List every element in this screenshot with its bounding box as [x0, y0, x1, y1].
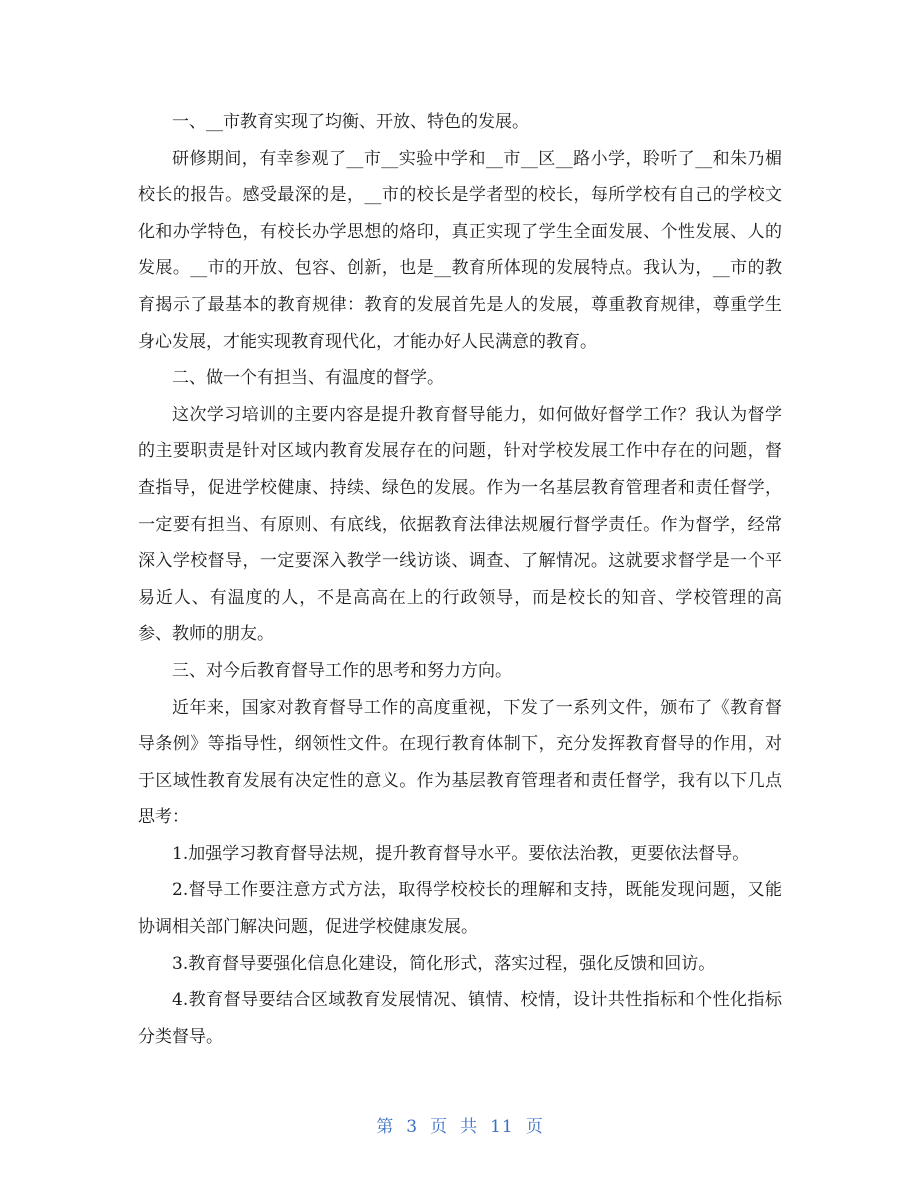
- list-item: 1.加强学习教育督导法规，提升教育督导水平。要依法治教，更要依法督导。: [172, 843, 750, 864]
- paragraph: 这次学习培训的主要内容是提升教育督导能力，如何做好督学工作？我认为督学的主要职责是针对区域内教育发展存在的问题，针对学校发展工作中存在的问题，督查指导，促进学校健康、持续、绿色的发展。作为一名基层教育管理者和责任督学，一定要有担当、有原则、有底线，依据教育法律法规履行督学责任。作为督学，经常深入学校督导，一定要深入教学一线访谈、调查、了解情况。这就要求督学是一个平易近人、有温度的人，不是高高在上的行政领导，而是校长的知音、学校管理的高参、教师的朋友。: [138, 404, 782, 645]
- list-item: 4.教育督导要结合区域教育发展情况、镇情、校情，设计共性指标和个性化指标分类督导。: [138, 990, 782, 1047]
- section-heading-1: 一、__市教育实现了均衡、开放、特色的发展。: [172, 112, 529, 132]
- page-label-mid: 页: [430, 1117, 449, 1137]
- paragraph: 研修期间，有幸参观了__市__实验中学和__市__区__路小学，聆听了__和朱乃楣校长的报告。感受最深的是，__市的校长是学者型的校长，每所学校有自己的学校文化和办学特色，有校长办学思想的烙印，真正实现了学生全面发展、个性发展、人的发展。__市的开放、包容、创新，也是__教育所体现的发展特点。我认为，__市的教育揭示了最基本的教育规律：教育的发展首先是人的发展，尊重教育规律，尊重学生身心发展，才能实现教育现代化，才能办好人民满意的教育。: [138, 148, 782, 352]
- document-body: [138, 104, 782, 1055]
- list-item: 2.督导工作要注意方式方法，取得学校校长的理解和支持，既能发现问题，又能协调相关部门解决问题，促进学校健康发展。: [138, 880, 782, 938]
- page-number: 3: [406, 1117, 419, 1137]
- section-heading-3: 三、对今后教育督导工作的思考和努力方向。: [172, 660, 512, 681]
- page-footer: [0, 1112, 920, 1137]
- section-heading-2: 二、做一个有担当、有温度的督学。: [172, 368, 444, 389]
- list-item: 3.教育督导要强化信息化建设，简化形式，落实过程，强化反馈和回访。: [172, 953, 716, 974]
- total-suffix: 页: [525, 1117, 544, 1137]
- total-pages: 11: [490, 1117, 514, 1137]
- page-label-prefix: 第: [376, 1117, 395, 1137]
- total-prefix: 共: [460, 1117, 479, 1137]
- paragraph: 近年来，国家对教育督导工作的高度重视，下发了一系列文件，颁布了《教育督导条例》等指导性，纲领性文件。在现行教育体制下，充分发挥教育督导的作用，对于区域性教育发展有决定性的意义。作为基层教育管理者和责任督学，我有以下几点思考：: [138, 697, 782, 828]
